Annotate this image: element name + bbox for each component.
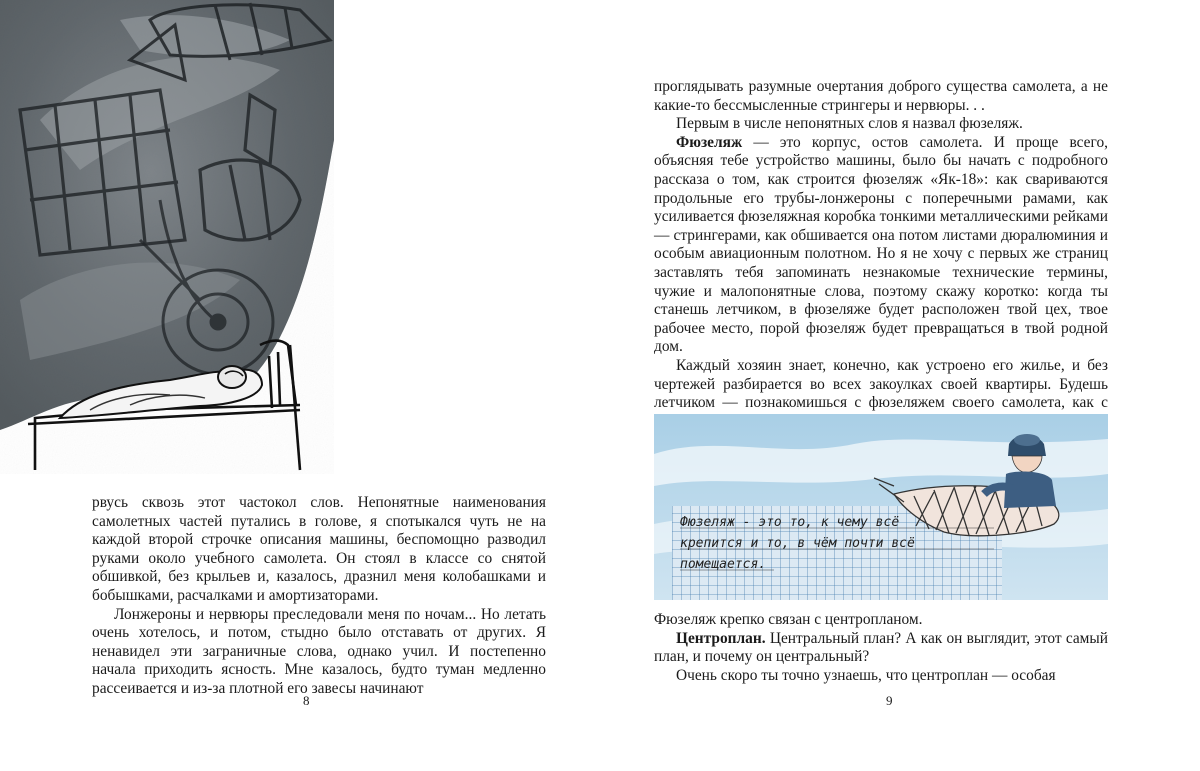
caption-line-2: крепится и то, в чём почти всё (680, 536, 915, 551)
paragraph: рвусь сквозь этот частокол слов. Непонятные наименования самолетных частей путались в голове, я спотыкался чуть не на каждой второй строчке описания машины, беспомощно разводил руками около учебного самолета. Он стоял в классе со снятой обшивкой, без крыльев и, казалось, дразнил меня колобашками и бобышками, расчалками и амортизаторами. (92, 494, 546, 604)
paragraph-body: — это корпус, остов самолета. И проще всего, объясняя тебе устройство машины, было бы начать с подробного рассказа о том, как строится фюзеляж «Як-18»: как свариваются продольные его трубы-лонжероны с поперечными рамами, как усиливается фюзеляжная коробка тонкими металлическими рейками — стрингерами, как обшивается она потом листами дюралюминия и особым авиационным полотном. Но я не хочу с первых же страниц заставлять тебя запоминать незнакомые технические термины, чужие и малопонятные слова, поэтому скажу коротко: когда ты станешь летчиком, в фюзеляже будет расположен твой цех, твое рабочее место, порой фюзеляж будет превращаться в твой родной дом. (654, 133, 1108, 356)
page-number: 9 (886, 693, 893, 708)
paragraph: Очень скоро ты точно узнаешь, что центроплан — особая (676, 666, 1056, 684)
caption-line-3: помещается. (680, 557, 767, 572)
paragraph-body: Центральный план? А как он выглядит, этот самый план, и почему он центральный? (654, 629, 1108, 666)
airplane-dream-illustration (0, 0, 334, 474)
term-centroplan: Центроплан. (676, 629, 766, 647)
paragraph: Каждый хозяин знает, конечно, как устроено его жилье, и без чертежей разбирается во всех закоулках своей квартиры. Будешь летчиком — познакомишься с фюзеляжем своего самолета, как с (654, 356, 1108, 412)
paragraph (654, 134, 1108, 357)
term-fuselage: Фюзеляж (676, 133, 743, 151)
paragraph: проглядывать разумные очертания доброго существа самолета, а не какие-то бессмысленные стрингеры и нервюры. . . (654, 78, 1108, 114)
paragraph: Фюзеляж крепко связан с центропланом. (654, 611, 923, 628)
right-page-text-bottom (654, 611, 1108, 685)
right-page-text-top (654, 78, 1108, 431)
left-page-text (92, 494, 546, 699)
caption-line-1: Фюзеляж - это то, к чему всё (680, 515, 900, 530)
paragraph (654, 630, 1108, 667)
paragraph: Первым в числе непонятных слов я назвал фюзеляж. (676, 115, 1023, 133)
page-number: 8 (303, 693, 310, 708)
paragraph: Лонжероны и нервюры преследовали меня по ночам... Но летать очень хотелось, и потом, стыдно было отставать от других. Я ненавидел эти заграничные слова, однако учил. И постепенно начала приходить ясность. Мне казалось, будто туман медленно рассеивается и из-за плотной его завесы начинают (92, 605, 546, 697)
pilot-fuselage-illustration (654, 414, 1108, 600)
